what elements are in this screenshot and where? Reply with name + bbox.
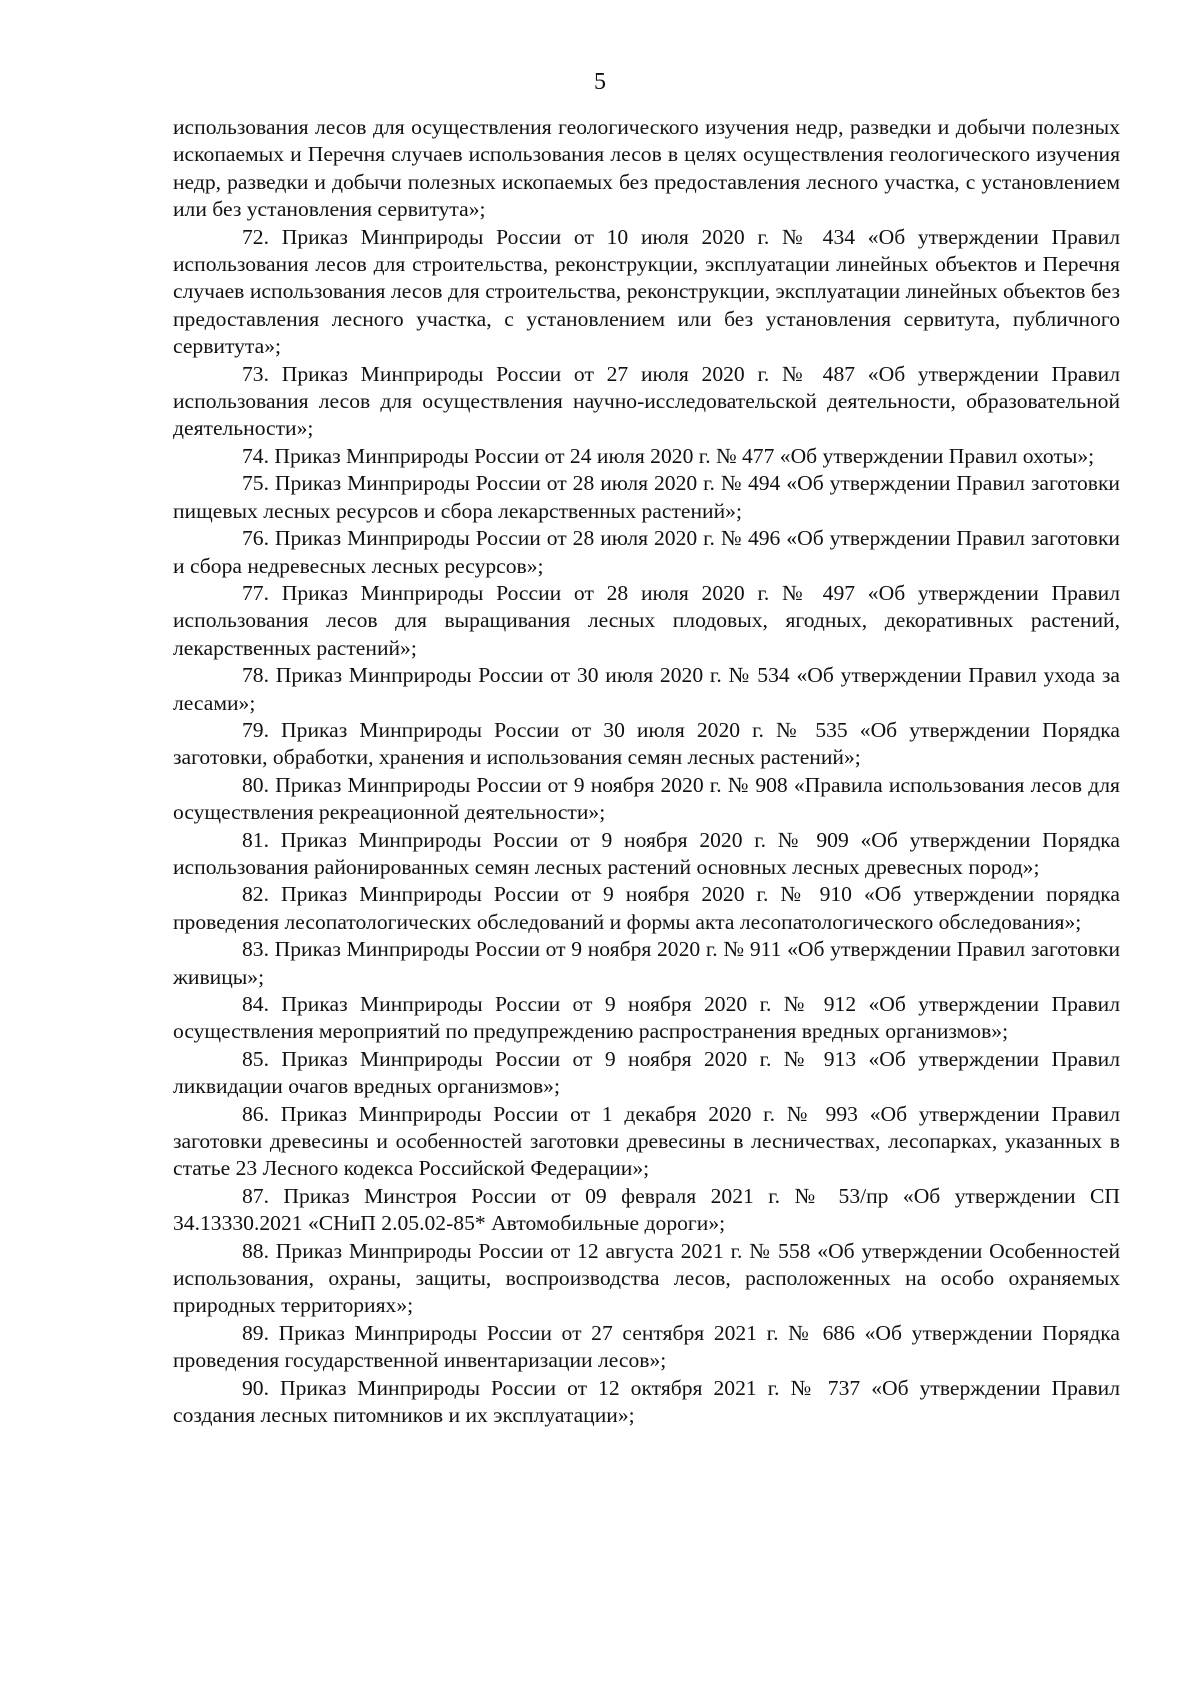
list-item: 72. Приказ Минприроды России от 10 июля 2020 г. № 434 «Об утверждении Правил использования лесов для строительства, реконструкции, эксплуатации линейных объектов и Перечня случаев использования лесов для строительства, реконструкции, эксплуатации линейных объектов без предоставления лесного участка, с установлением или без установления сервитута, публичного сервитута»;	[173, 224, 1120, 359]
list-item: 86. Приказ Минприроды России от 1 декабря 2020 г. № 993 «Об утверждении Правил заготовки древесины и особенностей заготовки древесины в лесничествах, лесопарках, указанных в статье 23 Лесного кодекса Российской Федерации»;	[173, 1101, 1120, 1181]
list-item: 80. Приказ Минприроды России от 9 ноября 2020 г. № 908 «Правила использования лесов для осуществления рекреационной деятельности»;	[173, 772, 1120, 825]
list-item: 78. Приказ Минприроды России от 30 июля 2020 г. № 534 «Об утверждении Правил ухода за лесами»;	[173, 663, 1120, 715]
list-item: 76. Приказ Минприроды России от 28 июля 2020 г. № 496 «Об утверждении Правил заготовки и сбора недревесных лесных ресурсов»;	[173, 526, 1120, 578]
list-item: 75. Приказ Минприроды России от 28 июля 2020 г. № 494 «Об утверждении Правил заготовки пищевых лесных ресурсов и сбора лекарственных растений»;	[173, 471, 1120, 523]
document-body	[173, 114, 1120, 1430]
page-number: 5	[594, 69, 606, 95]
list-item: 87. Приказ Минстроя России от 09 февраля 2021 г. № 53/пр «Об утверждении СП 34.13330.2021 «СНиП 2.05.02-85* Автомобильные дороги»;	[173, 1183, 1120, 1236]
list-item: 90. Приказ Минприроды России от 12 октября 2021 г. № 737 «Об утверждении Правил создания лесных питомников и их эксплуатации»;	[173, 1375, 1120, 1428]
list-item: 85. Приказ Минприроды России от 9 ноября 2020 г. № 913 «Об утверждении Правил ликвидации очагов вредных организмов»;	[173, 1046, 1120, 1099]
list-item: 84. Приказ Минприроды России от 9 ноября 2020 г. № 912 «Об утверждении Правил осуществления мероприятий по предупреждению распространения вредных организмов»;	[173, 992, 1120, 1044]
list-item: 74. Приказ Минприроды России от 24 июля 2020 г. № 477 «Об утверждении Правил охоты»;	[242, 443, 1095, 468]
list-item: 77. Приказ Минприроды России от 28 июля 2020 г. № 497 «Об утверждении Правил использования лесов для выращивания лесных плодовых, ягодных, декоративных растений, лекарственных растений»;	[173, 580, 1120, 660]
list-item: 81. Приказ Минприроды России от 9 ноября 2020 г. № 909 «Об утверждении Порядка использования районированных семян лесных растений основных лесных древесных пород»;	[173, 827, 1120, 879]
list-item: 79. Приказ Минприроды России от 30 июля 2020 г. № 535 «Об утверждении Порядка заготовки, обработки, хранения и использования семян лесных растений»;	[173, 717, 1120, 770]
list-item: 83. Приказ Минприроды России от 9 ноября 2020 г. № 911 «Об утверждении Правил заготовки живицы»;	[173, 937, 1120, 989]
list-item: 88. Приказ Минприроды России от 12 августа 2021 г. № 558 «Об утверждении Особенностей использования, охраны, защиты, воспроизводства лесов, расположенных на особо охраняемых природных территориях»;	[173, 1238, 1120, 1318]
list-item: 89. Приказ Минприроды России от 27 сентября 2021 г. № 686 «Об утверждении Порядка проведения государственной инвентаризации лесов»;	[173, 1320, 1120, 1373]
list-item: 82. Приказ Минприроды России от 9 ноября 2020 г. № 910 «Об утверждении порядка проведения лесопатологических обследований и формы акта лесопатологического обследования»;	[173, 882, 1120, 934]
continuation-paragraph: использования лесов для осуществления геологического изучения недр, разведки и добычи полезных ископаемых и Перечня случаев использования лесов в целях осуществления геологического изучения недр, разведки и добычи полезных ископаемых без предоставления лесного участка, с установлением или без установления сервитута»;	[173, 115, 1120, 222]
list-item: 73. Приказ Минприроды России от 27 июля 2020 г. № 487 «Об утверждении Правил использования лесов для осуществления научно-исследовательской деятельности, образовательной деятельности»;	[173, 361, 1120, 441]
